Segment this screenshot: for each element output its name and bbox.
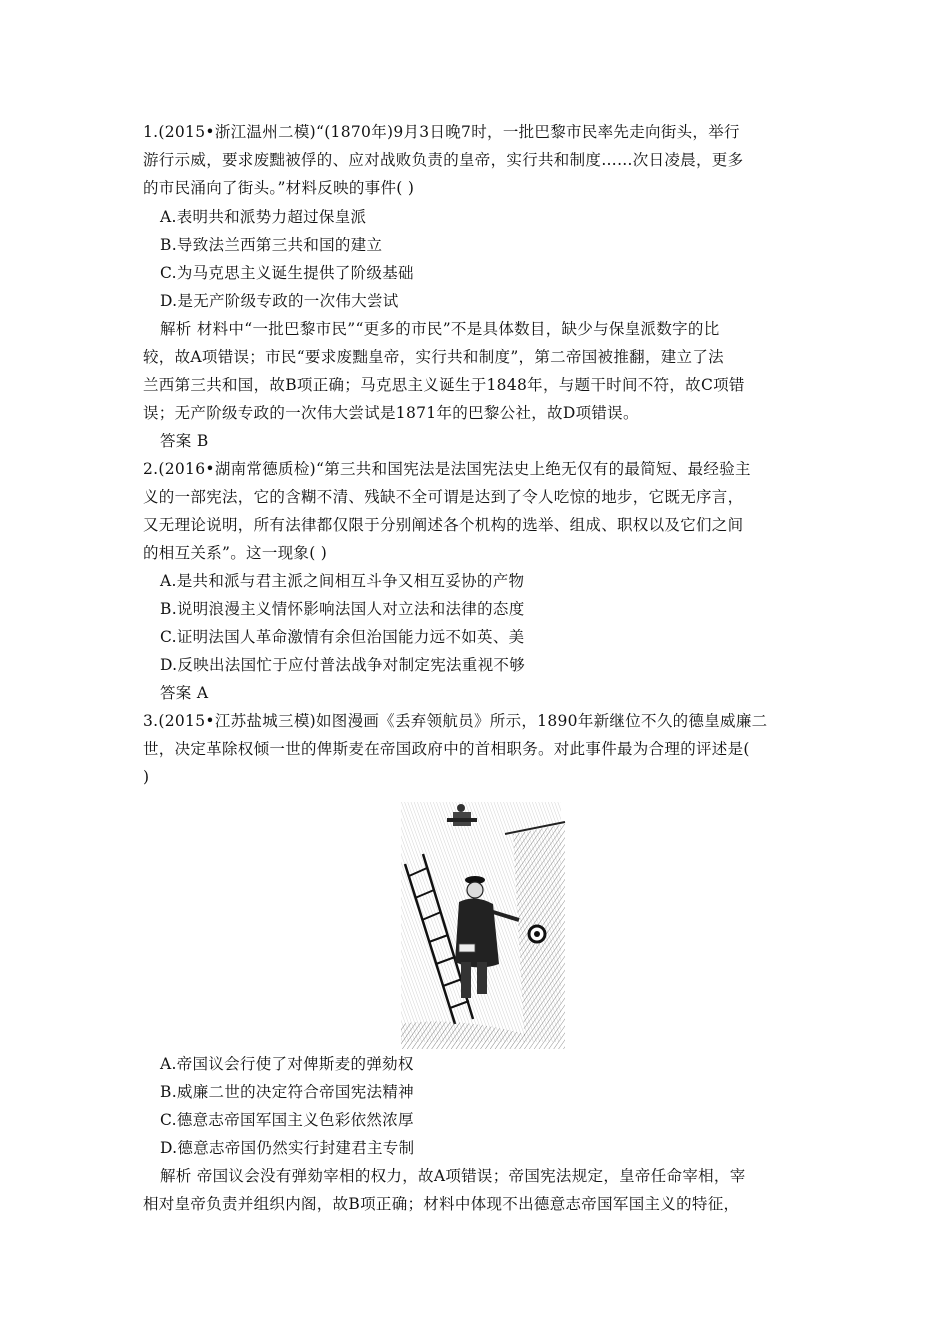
q2-stem-line-3: 又无理论说明，所有法律都仅限于分别阐述各个机构的选举、组成、职权以及它们之间 xyxy=(143,516,744,534)
q1-option-c: C.为马克思主义诞生提供了阶级基础 xyxy=(160,264,414,282)
q3-option-d: D.德意志帝国仍然实行封建君主专制 xyxy=(160,1139,415,1157)
q1-option-b: B.导致法兰西第三共和国的建立 xyxy=(160,236,383,254)
q1-answer: 答案 B xyxy=(160,432,209,450)
q3-option-a: A.帝国议会行使了对俾斯麦的弹劾权 xyxy=(160,1055,414,1073)
q1-stem-line-1: 1.(2015•浙江温州二模)“(1870年)9月3日晚7时，一批巴黎市民率先走向街头，举行 xyxy=(143,123,740,141)
q1-option-a: A.表明共和派势力超过保皇派 xyxy=(160,208,367,226)
q2-stem-line-4: 的相互关系”。这一现象( ) xyxy=(143,544,328,562)
q3-option-c: C.德意志帝国军国主义色彩依然浓厚 xyxy=(160,1111,414,1129)
q2-option-c: C.证明法国人革命激情有余但治国能力远不如英、美 xyxy=(160,628,525,646)
q3-stem-line-3: ) xyxy=(143,768,150,786)
q1-analysis-line-1: 解析 材料中“一批巴黎市民”“更多的市民”不是具体数目，缺少与保皇派数字的比 xyxy=(160,320,720,338)
q1-stem-line-2: 游行示威，要求废黜被俘的、应对战败负责的皇帝，实行共和制度……次日凌晨，更多 xyxy=(143,151,744,169)
q2-option-b: B.说明浪漫主义情怀影响法国人对立法和法律的态度 xyxy=(160,600,525,618)
q3-option-b: B.威廉二世的决定符合帝国宪法精神 xyxy=(160,1083,414,1101)
q2-answer: 答案 A xyxy=(160,684,209,702)
q3-analysis-line-2: 相对皇帝负责并组织内阁，故B项正确；材料中体现不出德意志帝国军国主义的特征， xyxy=(143,1195,740,1213)
q2-option-d: D.反映出法国忙于应付普法战争对制定宪法重视不够 xyxy=(160,656,526,674)
q1-analysis-line-2: 较，故A项错误；市民“要求废黜皇帝，实行共和制度”，第二帝国被推翻，建立了法 xyxy=(143,348,724,366)
q1-stem-line-3: 的市民涌向了街头。”材料反映的事件( ) xyxy=(143,179,415,197)
cartoon-dropping-the-pilot xyxy=(395,794,568,1049)
q3-stem-line-1: 3.(2015•江苏盐城三模)如图漫画《丢弃领航员》所示，1890年新继位不久的德皇威廉二 xyxy=(143,712,768,730)
q2-option-a: A.是共和派与君主派之间相互斗争又相互妥协的产物 xyxy=(160,572,525,590)
q3-analysis-line-1: 解析 帝国议会没有弹劾宰相的权力，故A项错误；帝国宪法规定，皇帝任命宰相，宰 xyxy=(160,1167,746,1185)
q1-option-d: D.是无产阶级专政的一次伟大尝试 xyxy=(160,292,399,310)
q1-analysis-line-4: 误；无产阶级专政的一次伟大尝试是1871年的巴黎公社，故D项错误。 xyxy=(143,404,639,422)
q1-analysis-line-3: 兰西第三共和国，故B项正确；马克思主义诞生于1848年，与题干时间不符，故C项错 xyxy=(143,376,745,394)
q3-stem-line-2: 世，决定革除权倾一世的俾斯麦在帝国政府中的首相职务。对此事件最为合理的评述是( xyxy=(143,740,750,758)
q2-stem-line-1: 2.(2016•湖南常德质检)“第三共和国宪法是法国宪法史上绝无仅有的最简短、最经验主 xyxy=(143,460,751,478)
q2-stem-line-2: 义的一部宪法，它的含糊不清、残缺不全可谓是达到了令人吃惊的地步，它既无序言， xyxy=(143,488,744,506)
